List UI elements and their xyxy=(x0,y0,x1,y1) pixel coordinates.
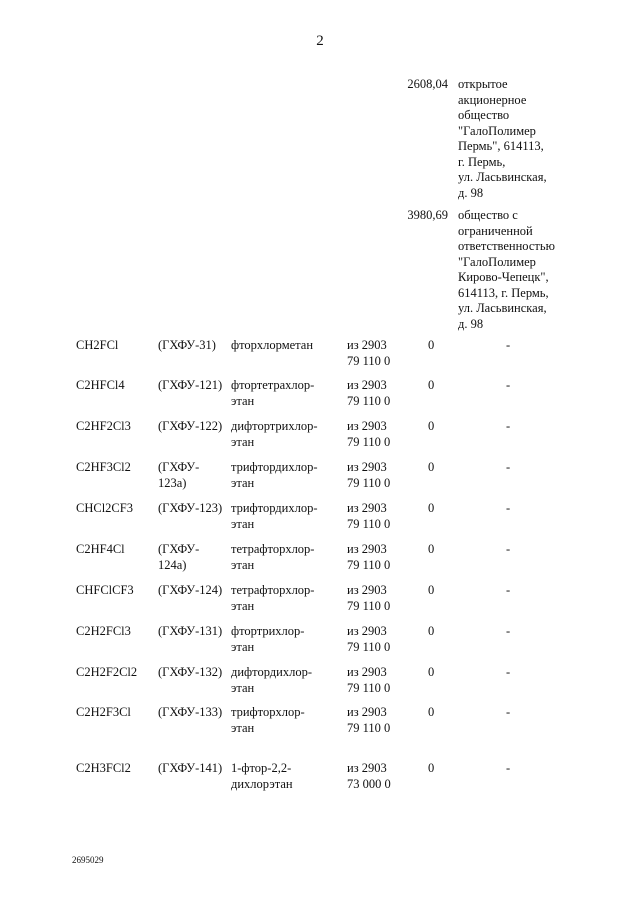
tnved-cell-line: 79 110 0 xyxy=(347,353,391,368)
volume-cell: 0 xyxy=(428,624,435,638)
organization-line: 614113, г. Пермь, xyxy=(458,285,549,300)
code-cell xyxy=(158,542,199,573)
formula-cell: C2H2F3Cl xyxy=(76,705,131,719)
formula-cell: CHFClCF3 xyxy=(76,583,134,597)
name-cell-line: дихлорэтан xyxy=(231,776,293,791)
organization-cell: - xyxy=(506,624,511,638)
tnved-cell-line: из 2903 xyxy=(347,501,387,515)
name-cell xyxy=(231,705,305,736)
code-cell xyxy=(158,378,222,394)
formula-cell: C2H2F2Cl2 xyxy=(76,665,138,679)
organization-cell: - xyxy=(506,460,511,474)
name-cell-line: тетрафторхлор- xyxy=(231,583,315,597)
tnved-cell-line: из 2903 xyxy=(347,460,387,474)
tnved-cell-line: из 2903 xyxy=(347,665,387,679)
tnved-cell xyxy=(347,583,390,614)
tnved-cell-line: 79 110 0 xyxy=(347,680,391,695)
volume-cell: 0 xyxy=(428,705,435,719)
volume-cell: 0 xyxy=(428,542,435,556)
name-cell-line: этан xyxy=(231,680,255,695)
code-cell xyxy=(158,583,222,599)
organization-line: д. 98 xyxy=(458,316,484,331)
name-cell xyxy=(231,460,318,491)
tnved-cell xyxy=(347,501,390,532)
name-cell-line: 1-фтор-2,2- xyxy=(231,761,292,775)
name-cell xyxy=(231,501,318,532)
code-cell-line: (ГХФУ-141) xyxy=(158,761,223,775)
tnved-cell-line: 79 110 0 xyxy=(347,598,391,613)
name-cell-line: этан xyxy=(231,393,255,408)
organization-cell: - xyxy=(506,501,511,515)
tnved-cell xyxy=(347,761,391,792)
document-footer-code: 2695029 xyxy=(72,855,104,865)
organization-cell: - xyxy=(506,378,511,392)
name-cell xyxy=(231,378,314,409)
organization-cell: - xyxy=(506,419,511,433)
tnved-cell-line: 79 110 0 xyxy=(347,557,391,572)
name-cell-line: дифтордихлор- xyxy=(231,665,312,679)
name-cell xyxy=(231,761,293,792)
tnved-cell-line: из 2903 xyxy=(347,705,387,719)
quota-value: 2608,04 xyxy=(407,77,448,91)
code-cell-line: 124a) xyxy=(158,557,187,572)
organization-cell: - xyxy=(506,542,511,556)
code-cell-line: (ГХФУ-121) xyxy=(158,378,223,392)
name-cell-line: этан xyxy=(231,720,255,735)
tnved-cell-line: из 2903 xyxy=(347,583,387,597)
code-cell xyxy=(158,761,222,777)
organization-cell: - xyxy=(506,338,511,352)
name-cell xyxy=(231,665,312,696)
name-cell-line: этан xyxy=(231,598,255,613)
code-cell-line: (ГХФУ- xyxy=(158,542,200,556)
organization-line: общество xyxy=(458,108,510,122)
organization-line: д. 98 xyxy=(458,185,484,200)
code-cell-line: 123a) xyxy=(158,475,187,490)
formula-cell: C2HF3Cl2 xyxy=(76,460,131,474)
code-cell xyxy=(158,338,216,354)
volume-cell: 0 xyxy=(428,761,435,775)
page-number: 2 xyxy=(316,33,324,49)
organization-line: открытое xyxy=(458,77,508,91)
code-cell-line: (ГХФУ- xyxy=(158,460,200,474)
organization-line: Кирово-Чепецк", xyxy=(458,270,549,284)
tnved-cell-line: из 2903 xyxy=(347,761,387,775)
tnved-cell-line: 79 110 0 xyxy=(347,393,391,408)
volume-cell: 0 xyxy=(428,665,435,679)
name-cell xyxy=(231,338,313,354)
name-cell-line: этан xyxy=(231,639,255,654)
organization-line: ограниченной xyxy=(458,223,533,238)
tnved-cell-line: из 2903 xyxy=(347,378,387,392)
name-cell-line: фтортетрахлор- xyxy=(231,378,315,392)
formula-cell: C2HF4Cl xyxy=(76,542,125,556)
code-cell-line: (ГХФУ-133) xyxy=(158,705,223,719)
name-cell xyxy=(231,624,304,655)
tnved-cell xyxy=(347,378,390,409)
code-cell-line: (ГХФУ-122) xyxy=(158,419,223,433)
name-cell-line: этан xyxy=(231,434,255,449)
volume-cell: 0 xyxy=(428,460,435,474)
name-cell-line: этан xyxy=(231,475,255,490)
organization-cell: - xyxy=(506,705,511,719)
organization-line: общество с xyxy=(458,208,518,222)
name-cell-line: этан xyxy=(231,516,255,531)
tnved-cell xyxy=(347,460,390,491)
volume-cell: 0 xyxy=(428,378,435,392)
tnved-cell-line: 79 110 0 xyxy=(347,434,391,449)
quota-value: 3980,69 xyxy=(407,208,448,222)
code-cell xyxy=(158,665,222,681)
organization-cell: - xyxy=(506,761,511,775)
tnved-cell xyxy=(347,624,390,655)
organization-line: ул. Ласьвинская, xyxy=(458,170,547,184)
tnved-cell-line: 79 110 0 xyxy=(347,516,391,531)
code-cell xyxy=(158,624,222,640)
formula-cell: C2H2FCl3 xyxy=(76,624,131,638)
tnved-cell-line: 79 110 0 xyxy=(347,720,391,735)
organization-cell: - xyxy=(506,583,511,597)
tnved-cell-line: из 2903 xyxy=(347,542,387,556)
name-cell-line: фторхлорметан xyxy=(231,338,314,352)
name-cell-line: дифтортрихлор- xyxy=(231,419,318,433)
name-cell-line: фтортрихлор- xyxy=(231,624,305,638)
name-cell-line: этан xyxy=(231,557,255,572)
code-cell-line: (ГХФУ-132) xyxy=(158,665,223,679)
code-cell xyxy=(158,501,222,517)
organization-line: Пермь", 614113, xyxy=(458,139,544,153)
formula-cell: C2HF2Cl3 xyxy=(76,419,131,433)
tnved-cell-line: из 2903 xyxy=(347,419,387,433)
organization-line: ответственностью xyxy=(458,239,555,253)
code-cell xyxy=(158,705,222,721)
name-cell xyxy=(231,419,318,450)
name-cell-line: тетрафторхлор- xyxy=(231,542,315,556)
tnved-cell-line: 79 110 0 xyxy=(347,639,391,654)
formula-cell: CHCl2CF3 xyxy=(76,501,133,515)
code-cell xyxy=(158,419,222,435)
organization-name xyxy=(458,77,588,201)
name-cell-line: трифтордихлор- xyxy=(231,501,318,515)
code-cell xyxy=(158,460,199,491)
tnved-cell xyxy=(347,665,390,696)
volume-cell: 0 xyxy=(428,338,435,352)
name-cell-line: трифтордихлор- xyxy=(231,460,318,474)
formula-cell: C2HFCl4 xyxy=(76,378,125,392)
code-cell-line: (ГХФУ-131) xyxy=(158,624,223,638)
tnved-cell xyxy=(347,542,390,573)
organization-cell: - xyxy=(506,665,511,679)
organization-line: акционерное xyxy=(458,92,527,107)
organization-line: "ГалоПолимер xyxy=(458,123,536,138)
formula-cell: C2H3FCl2 xyxy=(76,761,131,775)
tnved-cell-line: 79 110 0 xyxy=(347,475,391,490)
name-cell xyxy=(231,583,314,614)
organization-line: ул. Ласьвинская, xyxy=(458,301,547,315)
volume-cell: 0 xyxy=(428,419,435,433)
volume-cell: 0 xyxy=(428,501,435,515)
code-cell-line: (ГХФУ-31) xyxy=(158,338,216,352)
name-cell xyxy=(231,542,314,573)
volume-cell: 0 xyxy=(428,583,435,597)
tnved-cell-line: из 2903 xyxy=(347,338,387,352)
organization-line: г. Пермь, xyxy=(458,154,506,169)
code-cell-line: (ГХФУ-123) xyxy=(158,501,223,515)
tnved-cell xyxy=(347,338,390,369)
tnved-cell xyxy=(347,705,390,736)
name-cell-line: трифторхлор- xyxy=(231,705,305,719)
tnved-cell xyxy=(347,419,390,450)
formula-cell: CH2FCl xyxy=(76,338,119,352)
code-cell-line: (ГХФУ-124) xyxy=(158,583,223,597)
organization-line: "ГалоПолимер xyxy=(458,254,536,269)
tnved-cell-line: из 2903 xyxy=(347,624,387,638)
organization-name xyxy=(458,208,588,332)
tnved-cell-line: 73 000 0 xyxy=(347,776,391,791)
